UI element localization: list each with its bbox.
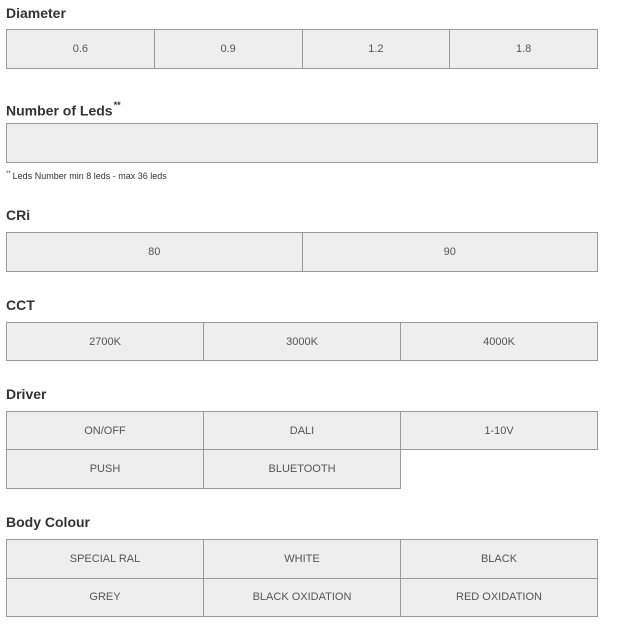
driver-option-push[interactable]: PUSH bbox=[7, 450, 203, 488]
driver-options-row-1 bbox=[6, 411, 598, 450]
driver-title bbox=[6, 386, 46, 402]
leds-title-label: Number of Leds bbox=[6, 102, 113, 119]
driver-option-1-10v[interactable]: 1-10V bbox=[401, 412, 597, 449]
diameter-options bbox=[6, 29, 598, 69]
cri-options bbox=[6, 232, 598, 272]
cri-title bbox=[6, 207, 30, 223]
cct-option-4000k[interactable]: 4000K bbox=[401, 323, 597, 360]
driver-title-label: Driver bbox=[6, 386, 47, 402]
cct-option-3000k[interactable]: 3000K bbox=[204, 323, 400, 360]
cct-title bbox=[6, 297, 35, 313]
body-colour-option-special-ral[interactable]: SPECIAL RAL bbox=[7, 540, 203, 578]
body-colour-option-white[interactable]: WHITE bbox=[204, 540, 400, 578]
leds-note-mark: ** bbox=[6, 171, 11, 177]
diameter-option-1-8[interactable]: 1.8 bbox=[450, 30, 597, 68]
cct-options bbox=[6, 322, 598, 361]
driver-option-dali[interactable]: DALI bbox=[204, 412, 400, 449]
cri-option-90[interactable]: 90 bbox=[303, 233, 598, 271]
diameter-title-label: Diameter bbox=[6, 5, 66, 21]
leds-note bbox=[6, 171, 167, 181]
diameter-option-0-9[interactable]: 0.9 bbox=[155, 30, 302, 68]
cri-option-80[interactable]: 80 bbox=[7, 233, 302, 271]
body-colour-option-red-oxidation[interactable]: RED OXIDATION bbox=[401, 579, 597, 617]
cct-option-2700k[interactable]: 2700K bbox=[7, 323, 203, 360]
body-colour-title-label: Body Colour bbox=[6, 514, 90, 530]
body-colour-option-black-oxidation[interactable]: BLACK OXIDATION bbox=[204, 579, 400, 617]
leds-title-mark: ** bbox=[113, 100, 121, 110]
diameter-option-0-6[interactable]: 0.6 bbox=[7, 30, 154, 68]
body-colour-option-black[interactable]: BLACK bbox=[401, 540, 597, 578]
body-colour-options bbox=[6, 539, 598, 617]
cct-title-label: CCT bbox=[6, 297, 35, 313]
driver-option-on-off[interactable]: ON/OFF bbox=[7, 412, 203, 449]
body-colour-title bbox=[6, 514, 90, 530]
diameter-option-1-2[interactable]: 1.2 bbox=[303, 30, 450, 68]
leds-number-input[interactable] bbox=[6, 123, 598, 163]
diameter-title bbox=[6, 5, 66, 21]
leds-title bbox=[6, 99, 121, 119]
driver-options-row-2 bbox=[6, 449, 401, 489]
driver-option-bluetooth[interactable]: BLUETOOTH bbox=[204, 450, 400, 488]
leds-note-text: Leds Number min 8 leds - max 36 leds bbox=[12, 171, 167, 181]
body-colour-option-grey[interactable]: GREY bbox=[7, 579, 203, 617]
cri-title-label: CRi bbox=[6, 207, 31, 223]
